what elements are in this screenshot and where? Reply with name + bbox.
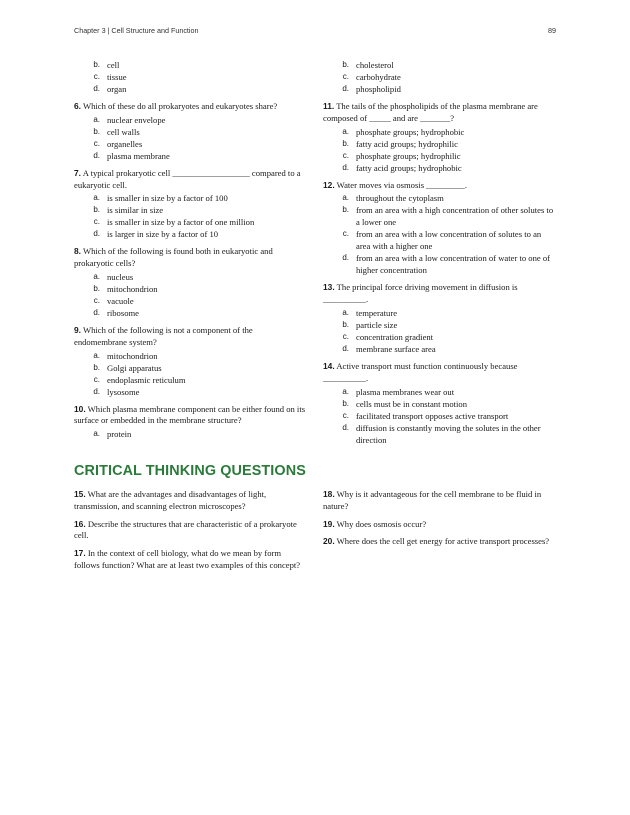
option-letter: a. [93,193,100,203]
option-text: carbohydrate [356,72,401,82]
question [74,101,306,162]
option-letter: a. [93,114,100,124]
option-letter: b. [93,126,100,136]
critical-right-column [323,489,555,554]
option-text: plasma membrane [107,150,170,161]
option-letter: c. [93,72,100,81]
chapter-title: Chapter 3 | Cell Structure and Function [74,26,199,35]
question [323,180,555,277]
question-text: In the context of cell biology, what do we mean by form follows function? What are at least two examples of this concept? [74,548,301,570]
answer-option [74,71,306,83]
question-stem [74,246,306,270]
question [74,246,306,319]
option-letter: c. [342,410,349,420]
option-text: is similar in size [107,205,164,216]
question-number: 11. [323,101,335,111]
option-text: cell [107,60,120,70]
question-number: 9. [74,324,81,335]
question-text: The tails of the phospholipids of the plasma membrane are composed of _____ and are _______? [323,101,538,123]
left-column [74,59,306,440]
critical-question [323,489,555,513]
answer-option [323,410,555,422]
option-text: vacuole [107,295,134,306]
option-text: particle size [356,319,398,330]
option-text: is larger in size by a factor of 10 [107,229,219,240]
question-stem [74,101,306,113]
option-letter: a. [342,307,349,317]
option-text: cholesterol [356,60,394,70]
option-text: endoplasmic reticulum [107,374,186,385]
option-letter: c. [342,150,349,160]
option-text: is smaller in size by a factor of 100 [107,193,228,204]
question-text: Why does osmosis occur? [336,518,427,529]
option-text: phosphate groups; hydrophobic [356,126,465,137]
option-letter: d. [342,84,349,93]
option-text: temperature [356,307,398,318]
critical-question [74,489,306,513]
answer-option [74,283,306,295]
option-text: cell walls [107,126,140,137]
question-number: 13. [323,282,335,293]
question-number: 17. [74,548,86,559]
answer-option [74,204,306,216]
option-text: throughout the cytoplasm [356,193,444,204]
answer-option [323,386,555,398]
question-stem [323,361,555,385]
option-text: from an area with a high concentration of other solutes to a lower one [356,205,554,228]
option-letter: c. [342,331,349,341]
answer-option [74,83,306,95]
critical-question [74,548,306,572]
question-stem [323,180,555,192]
option-letter: d. [93,84,100,93]
question-number: 10. [74,403,86,414]
option-letter: b. [342,60,349,69]
answer-option [323,343,555,355]
question [323,282,555,355]
critical-question [323,519,555,531]
option-letter: b. [342,319,349,329]
answer-option [323,150,555,162]
option-text: membrane surface area [356,343,436,354]
option-text: Golgi apparatus [107,362,162,373]
answer-option [74,216,306,228]
option-letter: d. [342,422,349,432]
option-text: nucleus [107,271,134,282]
answer-option [74,374,306,386]
question-number: 20. [323,536,335,547]
answer-option [323,126,555,138]
option-text: cells must be in constant motion [356,398,467,409]
answer-option [74,295,306,307]
question-stem [74,325,306,349]
answer-option [323,422,555,446]
answer-option [74,350,306,362]
option-text: organ [107,84,127,94]
answer-option [323,162,555,174]
option-letter: b. [93,60,100,69]
right-column [323,59,555,446]
option-text: fatty acid groups; hydrophobic [356,162,462,173]
option-letter: a. [342,126,349,136]
question-number: 15. [74,489,86,499]
option-letter: a. [93,350,100,360]
question-text: The principal force driving movement in diffusion is __________. [323,282,518,305]
option-letter: d. [93,150,100,160]
question-text: Why is it advantageous for the cell membrane to be fluid in nature? [323,489,542,511]
question-stem [74,168,306,192]
option-text: fatty acid groups; hydrophilic [356,138,458,149]
critical-left-column [74,489,306,578]
option-letter: b. [342,138,349,148]
question [74,325,306,398]
answer-option [74,386,306,398]
option-letter: b. [93,283,100,293]
question-stem [323,101,555,125]
answer-option [323,71,555,83]
question-number: 6. [74,101,81,111]
question-text: Which of the following is not a component of the endomembrane system? [74,324,253,347]
answer-option [74,138,306,150]
option-letter: a. [93,271,100,281]
option-letter: c. [93,138,100,148]
answer-option [74,150,306,162]
answer-option [74,192,306,204]
option-letter: b. [342,398,349,408]
option-text: concentration gradient [356,331,434,342]
option-letter: d. [93,307,100,317]
question-number: 8. [74,246,81,257]
option-text: plasma membranes wear out [356,386,455,397]
page-number: 89 [548,26,556,35]
option-letter: d. [342,343,349,353]
question-text: A typical prokaryotic cell __________________ compared to a eukaryotic cell. [74,167,301,190]
question [74,404,306,441]
question-text: Water moves via osmosis _________. [336,179,468,190]
option-text: diffusion is constantly moving the solutes in the other direction [356,422,541,445]
option-letter: a. [93,429,100,439]
question-stem [74,404,306,428]
option-text: facilitated transport opposes active transport [356,410,509,421]
option-letter: d. [342,253,349,263]
answer-option [74,307,306,319]
answer-option [74,59,306,71]
question-stem [323,282,555,306]
critical-thinking-heading: CRITICAL THINKING QUESTIONS [74,463,306,479]
option-letter: c. [342,72,349,81]
option-text: ribosome [107,307,139,318]
question-number: 12. [323,179,335,190]
answer-option [323,192,555,204]
option-letter: c. [93,295,100,305]
option-letter: c. [342,229,349,239]
option-text: phosphate groups; hydrophilic [356,150,461,161]
option-letter: d. [93,386,100,396]
option-letter: d. [342,162,349,172]
question-text: Which plasma membrane component can be either found on its surface or embedded in the membrane structure? [74,403,306,426]
answer-option [74,428,306,440]
answer-option [74,228,306,240]
option-letter: d. [93,229,100,239]
question-text: What are the advantages and disadvantages of light, transmission, and scanning electron microscopes? [74,489,267,511]
question-text: Active transport must function continuously because __________. [323,360,518,383]
answer-option [323,59,555,71]
answer-option [323,331,555,343]
answer-option [74,271,306,283]
answer-option [323,83,555,95]
question [74,168,306,241]
option-text: organelles [107,138,143,149]
answer-option [74,362,306,374]
question-number: 16. [74,518,86,529]
option-text: mitochondrion [107,283,158,294]
option-text: phospholipid [356,84,401,94]
question-text: Where does the cell get energy for active transport processes? [336,536,550,547]
question-number: 7. [74,167,81,178]
option-text: nuclear envelope [107,114,166,125]
critical-question [74,519,306,543]
option-letter: a. [342,193,349,203]
option-text: is smaller in size by a factor of one million [107,217,255,228]
option-text: tissue [107,72,127,82]
answer-option [74,126,306,138]
option-text: from an area with a low concentration of solutes to an area with a higher one [356,229,542,252]
answer-option [323,252,555,276]
question-number: 18. [323,489,335,499]
answer-option [323,307,555,319]
option-letter: b. [93,362,100,372]
option-letter: a. [342,386,349,396]
answer-option [323,398,555,410]
question-text: Describe the structures that are characteristic of a prokaryote cell. [74,518,297,541]
question-text: Which of these do all prokaryotes and eukaryotes share? [83,101,278,111]
option-letter: b. [93,205,100,215]
answer-option [323,228,555,252]
question-number: 14. [323,360,335,371]
option-text: from an area with a low concentration of water to one of higher concentration [356,253,550,276]
option-text: lysosome [107,386,140,397]
option-text: protein [107,429,132,440]
question-text: Which of the following is found both in eukaryotic and prokaryotic cells? [74,246,273,269]
question [323,361,555,446]
answer-option [74,114,306,126]
page-header [74,26,556,35]
option-text: mitochondrion [107,350,158,361]
option-letter: c. [93,217,100,227]
question [323,101,555,174]
question-number: 19. [323,518,335,529]
option-letter: c. [93,374,100,384]
answer-option [323,138,555,150]
critical-question [323,536,555,548]
option-letter: b. [342,205,349,215]
answer-option [323,319,555,331]
answer-option [323,204,555,228]
